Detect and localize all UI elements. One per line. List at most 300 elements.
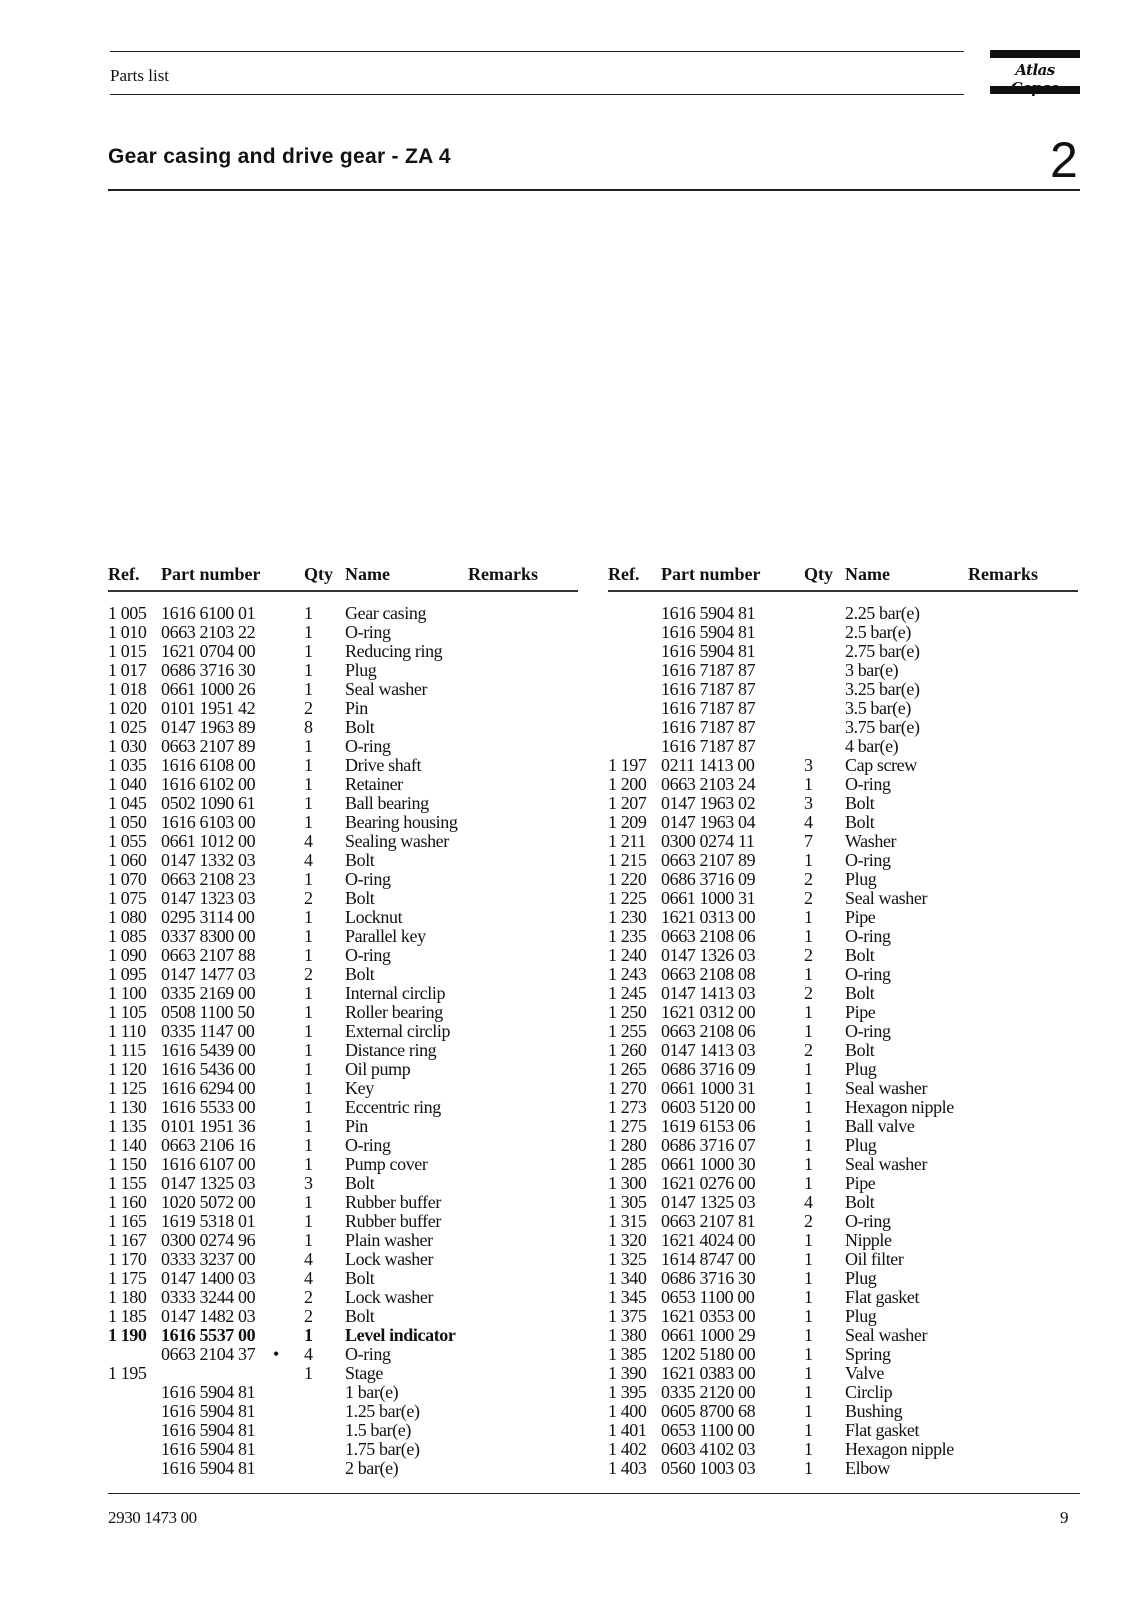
cell-name: O-ring — [345, 622, 391, 642]
col-remarks-header: Remarks — [968, 564, 1038, 584]
cell-ref: 1 095 — [108, 964, 147, 984]
cell-part-number: 0605 8700 68 — [661, 1401, 756, 1421]
cell-part-number: 1619 6153 06 — [661, 1116, 756, 1136]
cell-name: Seal washer — [845, 888, 928, 908]
cell-part-number: 0147 1332 03 — [161, 850, 256, 870]
cell-name: Bolt — [345, 717, 375, 737]
cell-ref: 1 220 — [608, 869, 647, 889]
cell-ref: 1 245 — [608, 983, 647, 1003]
col-ref-header: Ref. — [608, 564, 640, 584]
cell-name: O-ring — [845, 1021, 891, 1041]
cell-ref: 1 215 — [608, 850, 647, 870]
cell-name: Oil pump — [345, 1059, 411, 1079]
table-row — [108, 1364, 578, 1383]
cell-qty: 1 — [304, 755, 313, 775]
cell-qty: 1 — [804, 1344, 813, 1364]
cell-qty: 1 — [304, 622, 313, 642]
table-row — [108, 1174, 578, 1193]
cell-part-number: 1616 5904 81 — [161, 1382, 256, 1402]
cell-qty: 1 — [304, 869, 313, 889]
cell-qty: 2 — [304, 1306, 313, 1326]
cell-qty: 1 — [804, 1059, 813, 1079]
cell-ref: 1 243 — [608, 964, 647, 984]
cell-qty: 8 — [304, 717, 313, 737]
cell-name: Key — [345, 1078, 374, 1098]
cell-name: Level indicator — [345, 1325, 456, 1345]
cell-qty: 1 — [804, 1154, 813, 1174]
cell-name: Valve — [845, 1363, 884, 1383]
cell-name: 3 bar(e) — [845, 660, 899, 680]
cell-ref: 1 045 — [108, 793, 147, 813]
table-row — [608, 908, 1078, 927]
table-row — [608, 737, 1078, 756]
table-row — [608, 699, 1078, 718]
cell-name: 1.25 bar(e) — [345, 1401, 420, 1421]
cell-part-number: 1616 5904 81 — [661, 641, 756, 661]
table-row — [108, 1060, 578, 1079]
cell-name: Pump cover — [345, 1154, 428, 1174]
cell-part-number: 1621 4024 00 — [661, 1230, 756, 1250]
cell-qty: 1 — [804, 1287, 813, 1307]
col-part-header: Part number — [161, 564, 261, 584]
cell-part-number: 0686 3716 07 — [661, 1135, 756, 1155]
cell-name: Pin — [345, 698, 368, 718]
cell-name: Cap screw — [845, 755, 917, 775]
cell-qty: 4 — [304, 850, 313, 870]
cell-ref: 1 025 — [108, 717, 147, 737]
cell-name: Flat gasket — [845, 1420, 920, 1440]
cell-ref: 1 275 — [608, 1116, 647, 1136]
cell-part-number: 0661 1000 30 — [661, 1154, 756, 1174]
table-row — [608, 604, 1078, 623]
cell-part-number: 1616 7187 87 — [661, 717, 756, 737]
cell-ref: 1 070 — [108, 869, 147, 889]
cell-name: 3.5 bar(e) — [845, 698, 911, 718]
cell-name: Bolt — [345, 964, 375, 984]
table-row — [108, 1307, 578, 1326]
table-row — [108, 1041, 578, 1060]
cell-name: Parallel key — [345, 926, 426, 946]
cell-ref: 1 380 — [608, 1325, 647, 1345]
table-row — [108, 1193, 578, 1212]
table-row — [608, 1383, 1078, 1402]
table-row — [608, 1212, 1078, 1231]
cell-part-number: 1616 7187 87 — [661, 736, 756, 756]
cell-qty: 1 — [304, 641, 313, 661]
cell-part-number: 0603 4102 03 — [661, 1439, 756, 1459]
cell-name: Lock washer — [345, 1287, 434, 1307]
table-body — [108, 604, 578, 1478]
table-row — [108, 1003, 578, 1022]
cell-name: Plug — [845, 1135, 877, 1155]
cell-ref: 1 230 — [608, 907, 647, 927]
cell-name: Bearing housing — [345, 812, 458, 832]
cell-name: Flat gasket — [845, 1287, 920, 1307]
cell-qty: 1 — [304, 1135, 313, 1155]
table-row — [108, 1212, 578, 1231]
cell-name: Seal washer — [345, 679, 428, 699]
cell-ref: 1 401 — [608, 1420, 647, 1440]
cell-ref: 1 115 — [108, 1040, 146, 1060]
cell-name: O-ring — [345, 869, 391, 889]
table-row — [608, 1022, 1078, 1041]
table-row — [108, 1326, 578, 1345]
cell-name: 2.25 bar(e) — [845, 603, 920, 623]
table-row — [108, 1250, 578, 1269]
cell-qty: 1 — [304, 679, 313, 699]
cell-name: Bolt — [345, 850, 375, 870]
table-row — [608, 1307, 1078, 1326]
cell-part-number: 1616 6108 00 — [161, 755, 256, 775]
cell-part-number: 1621 0276 00 — [661, 1173, 756, 1193]
cell-ref: 1 265 — [608, 1059, 647, 1079]
cell-ref: 1 315 — [608, 1211, 647, 1231]
cell-part-number: 0101 1951 36 — [161, 1116, 256, 1136]
cell-part-number: 0560 1003 03 — [661, 1458, 756, 1478]
cell-qty: 2 — [304, 1287, 313, 1307]
cell-ref: 1 325 — [608, 1249, 647, 1269]
cell-name: Sealing washer — [345, 831, 449, 851]
cell-qty: 1 — [804, 907, 813, 927]
cell-name: Stage — [345, 1363, 383, 1383]
cell-name: O-ring — [845, 850, 891, 870]
cell-ref: 1 130 — [108, 1097, 147, 1117]
col-qty-header: Qty — [304, 564, 333, 584]
cell-part-number: 0686 3716 09 — [661, 1059, 756, 1079]
table-row — [608, 1345, 1078, 1364]
cell-part-number: 0663 2104 37 — [161, 1344, 256, 1364]
cell-part-number: 0147 1325 03 — [161, 1173, 256, 1193]
cell-part-number: 1202 5180 00 — [661, 1344, 756, 1364]
cell-qty: 1 — [804, 1268, 813, 1288]
cell-name: Plug — [845, 1059, 877, 1079]
cell-qty: 1 — [804, 850, 813, 870]
cell-name: Internal circlip — [345, 983, 446, 1003]
table-header-rule — [608, 590, 1078, 592]
table-row — [608, 1041, 1078, 1060]
table-row — [608, 1250, 1078, 1269]
table-row — [608, 680, 1078, 699]
cell-name: Bushing — [845, 1401, 903, 1421]
cell-name: O-ring — [345, 945, 391, 965]
cell-name: Bolt — [845, 1192, 875, 1212]
cell-ref: 1 060 — [108, 850, 147, 870]
table-row — [108, 908, 578, 927]
cell-ref: 1 209 — [608, 812, 647, 832]
cell-name: Bolt — [845, 793, 875, 813]
cell-ref: 1 211 — [608, 831, 646, 851]
table-row — [608, 1269, 1078, 1288]
table-row — [608, 1288, 1078, 1307]
cell-qty: 4 — [304, 1268, 313, 1288]
cell-qty: 1 — [304, 736, 313, 756]
cell-ref: 1 155 — [108, 1173, 147, 1193]
cell-qty: 4 — [304, 1249, 313, 1269]
cell-part-number: 1616 5904 81 — [161, 1420, 256, 1440]
cell-ref: 1 207 — [608, 793, 647, 813]
cell-qty: 2 — [804, 1211, 813, 1231]
cell-ref: 1 090 — [108, 945, 147, 965]
cell-part-number: 0300 0274 11 — [661, 831, 755, 851]
table-row — [608, 1326, 1078, 1345]
col-ref-header: Ref. — [108, 564, 140, 584]
cell-qty: 1 — [804, 1363, 813, 1383]
cell-ref: 1 395 — [608, 1382, 647, 1402]
table-header — [108, 556, 578, 590]
cell-part-number: 0295 3114 00 — [161, 907, 255, 927]
header-bottom-rule — [110, 94, 964, 95]
cell-part-number: 0663 2108 06 — [661, 1021, 756, 1041]
table-row — [608, 984, 1078, 1003]
cell-qty: 4 — [804, 812, 813, 832]
cell-ref: 1 185 — [108, 1306, 147, 1326]
cell-part-number: 0147 1963 89 — [161, 717, 256, 737]
cell-qty: 4 — [304, 1344, 313, 1364]
cell-part-number: 1616 6107 00 — [161, 1154, 256, 1174]
table-row — [108, 1079, 578, 1098]
cell-ref: 1 270 — [608, 1078, 647, 1098]
cell-ref: 1 140 — [108, 1135, 147, 1155]
cell-part-number: 1020 5072 00 — [161, 1192, 256, 1212]
cell-part-number: 0147 1963 02 — [661, 793, 756, 813]
cell-qty: 1 — [804, 964, 813, 984]
cell-ref: 1 035 — [108, 755, 147, 775]
cell-ref: 1 005 — [108, 603, 147, 623]
cell-name: 2.5 bar(e) — [845, 622, 911, 642]
table-row — [108, 623, 578, 642]
cell-name: 2.75 bar(e) — [845, 641, 920, 661]
cell-name: 3.75 bar(e) — [845, 717, 920, 737]
table-row — [108, 1440, 578, 1459]
cell-qty: 1 — [804, 1401, 813, 1421]
cell-name: Rubber buffer — [345, 1211, 441, 1231]
cell-part-number: 1616 5439 00 — [161, 1040, 256, 1060]
cell-part-number: 1616 5904 81 — [161, 1401, 256, 1421]
cell-ref: 1 197 — [608, 755, 647, 775]
cell-qty: 1 — [304, 1021, 313, 1041]
cell-name: Ball bearing — [345, 793, 429, 813]
table-row — [608, 775, 1078, 794]
cell-part-number: 0663 2107 81 — [661, 1211, 756, 1231]
cell-qty: 1 — [304, 1363, 313, 1383]
cell-ref: 1 255 — [608, 1021, 647, 1041]
cell-qty: 7 — [804, 831, 813, 851]
cell-part-number: 1616 7187 87 — [661, 698, 756, 718]
table-row — [608, 1231, 1078, 1250]
cell-part-number: 0661 1012 00 — [161, 831, 256, 851]
cell-ref: 1 345 — [608, 1287, 647, 1307]
cell-part-number: 1619 5318 01 — [161, 1211, 256, 1231]
cell-ref: 1 385 — [608, 1344, 647, 1364]
table-row — [608, 1174, 1078, 1193]
cell-qty: 3 — [804, 755, 813, 775]
table-row — [608, 642, 1078, 661]
cell-part-number: 1614 8747 00 — [661, 1249, 756, 1269]
cell-part-number: 0603 5120 00 — [661, 1097, 756, 1117]
table-row — [108, 1022, 578, 1041]
table-header-rule — [108, 590, 578, 592]
table-row — [608, 794, 1078, 813]
cell-part-number: 1621 0353 00 — [661, 1306, 756, 1326]
cell-ref: 1 010 — [108, 622, 147, 642]
cell-name: 3.25 bar(e) — [845, 679, 920, 699]
cell-ref: 1 170 — [108, 1249, 147, 1269]
cell-name: 1.75 bar(e) — [345, 1439, 420, 1459]
cell-ref: 1 400 — [608, 1401, 647, 1421]
cell-qty: 1 — [804, 1078, 813, 1098]
cell-part-number: 0333 3244 00 — [161, 1287, 256, 1307]
cell-qty: 1 — [304, 1116, 313, 1136]
cell-part-number: 0663 2103 22 — [161, 622, 256, 642]
table-row — [608, 1364, 1078, 1383]
cell-qty: 1 — [804, 1306, 813, 1326]
cell-ref: 1 305 — [608, 1192, 647, 1212]
cell-part-number: 1616 6102 00 — [161, 774, 256, 794]
cell-part-number: 1616 5904 81 — [661, 622, 756, 642]
cell-qty: 1 — [804, 1458, 813, 1478]
page-title: Gear casing and drive gear - ZA 4 — [108, 145, 451, 168]
col-remarks-header: Remarks — [468, 564, 538, 584]
cell-ref: 1 080 — [108, 907, 147, 927]
table-row — [108, 775, 578, 794]
table-row — [108, 832, 578, 851]
cell-qty: 1 — [804, 1325, 813, 1345]
cell-name: Rubber buffer — [345, 1192, 441, 1212]
cell-name: Hexagon nipple — [845, 1097, 954, 1117]
cell-name: Hexagon nipple — [845, 1439, 954, 1459]
cell-name: Circlip — [845, 1382, 893, 1402]
cell-ref: 1 110 — [108, 1021, 146, 1041]
cell-qty: 1 — [304, 603, 313, 623]
cell-ref: 1 195 — [108, 1363, 147, 1383]
cell-ref: 1 300 — [608, 1173, 647, 1193]
table-row — [108, 927, 578, 946]
cell-qty: 1 — [304, 1192, 313, 1212]
cell-part-number: 1621 0312 00 — [661, 1002, 756, 1022]
cell-name: External circlip — [345, 1021, 451, 1041]
document-number: 2930 1473 00 — [108, 1508, 197, 1527]
cell-part-number: 0663 2108 06 — [661, 926, 756, 946]
cell-part-number: 0653 1100 00 — [661, 1287, 755, 1307]
cell-ref: 1 165 — [108, 1211, 147, 1231]
cell-ref: 1 235 — [608, 926, 647, 946]
cell-qty: 1 — [304, 1040, 313, 1060]
cell-qty: 1 — [304, 907, 313, 927]
cell-ref: 1 403 — [608, 1458, 647, 1478]
cell-part-number: 1616 5436 00 — [161, 1059, 256, 1079]
table-row — [608, 1098, 1078, 1117]
table-row — [108, 1402, 578, 1421]
cell-qty: 1 — [804, 926, 813, 946]
table-row — [608, 870, 1078, 889]
cell-ref: 1 180 — [108, 1287, 147, 1307]
cell-ref: 1 020 — [108, 698, 147, 718]
cell-ref: 1 175 — [108, 1268, 147, 1288]
cell-name: Pipe — [845, 1002, 876, 1022]
table-row — [108, 718, 578, 737]
table-row — [608, 1421, 1078, 1440]
col-qty-header: Qty — [804, 564, 833, 584]
cell-qty: 1 — [804, 1021, 813, 1041]
cell-name: Bolt — [345, 888, 375, 908]
table-row — [608, 1402, 1078, 1421]
cell-name: Roller bearing — [345, 1002, 443, 1022]
cell-ref: 1 030 — [108, 736, 147, 756]
cell-qty: 1 — [304, 1002, 313, 1022]
table-row — [608, 1459, 1078, 1478]
table-row — [608, 889, 1078, 908]
cell-ref: 1 040 — [108, 774, 147, 794]
cell-qty: 2 — [304, 698, 313, 718]
cell-qty: 1 — [304, 812, 313, 832]
cell-part-number: 1616 5904 81 — [661, 603, 756, 623]
cell-name: Bolt — [845, 945, 875, 965]
parts-table-left — [108, 556, 578, 1478]
cell-ref: 1 320 — [608, 1230, 647, 1250]
cell-ref: 1 125 — [108, 1078, 147, 1098]
table-row — [608, 1136, 1078, 1155]
cell-ref: 1 120 — [108, 1059, 147, 1079]
cell-ref: 1 085 — [108, 926, 147, 946]
cell-ref: 1 015 — [108, 641, 147, 661]
cell-qty: 1 — [304, 1230, 313, 1250]
cell-name: Distance ring — [345, 1040, 437, 1060]
cell-part-number: 0653 1100 00 — [661, 1420, 755, 1440]
cell-part-number: 1616 7187 87 — [661, 679, 756, 699]
header-top-rule — [110, 51, 964, 52]
cell-qty: 2 — [804, 1040, 813, 1060]
cell-ref: 1 150 — [108, 1154, 147, 1174]
cell-name: Plug — [845, 869, 877, 889]
col-part-header: Part number — [661, 564, 761, 584]
cell-ref: 1 105 — [108, 1002, 147, 1022]
brand-logo — [990, 50, 1080, 94]
cell-name: Locknut — [345, 907, 403, 927]
table-row — [608, 1440, 1078, 1459]
cell-name: Lock washer — [345, 1249, 434, 1269]
cell-ref: 1 055 — [108, 831, 147, 851]
table-row — [608, 946, 1078, 965]
cell-qty: 1 — [804, 1439, 813, 1459]
cell-part-number: 0686 3716 09 — [661, 869, 756, 889]
cell-name: Seal washer — [845, 1154, 928, 1174]
cell-part-number: 0300 0274 96 — [161, 1230, 256, 1250]
cell-ref: 1 225 — [608, 888, 647, 908]
cell-part-number: 0661 1000 29 — [661, 1325, 756, 1345]
cell-part-number: 0661 1000 31 — [661, 888, 756, 908]
cell-qty: 1 — [804, 1002, 813, 1022]
cell-name: Pipe — [845, 907, 876, 927]
cell-name: Plain washer — [345, 1230, 433, 1250]
table-row — [608, 813, 1078, 832]
table-row — [108, 946, 578, 965]
table-row — [108, 813, 578, 832]
cell-ref: 1 018 — [108, 679, 147, 699]
cell-qty: 1 — [804, 1230, 813, 1250]
cell-qty: 1 — [804, 774, 813, 794]
cell-ref: 1 390 — [608, 1363, 647, 1383]
cell-name: Bolt — [845, 812, 875, 832]
table-row — [108, 737, 578, 756]
cell-qty: 1 — [804, 1382, 813, 1402]
cell-part-number: 1621 0313 00 — [661, 907, 756, 927]
table-row — [608, 1079, 1078, 1098]
table-row — [608, 756, 1078, 775]
table-row — [108, 1269, 578, 1288]
cell-qty: 1 — [804, 1116, 813, 1136]
cell-part-number: 0661 1000 26 — [161, 679, 256, 699]
table-row — [108, 1421, 578, 1440]
